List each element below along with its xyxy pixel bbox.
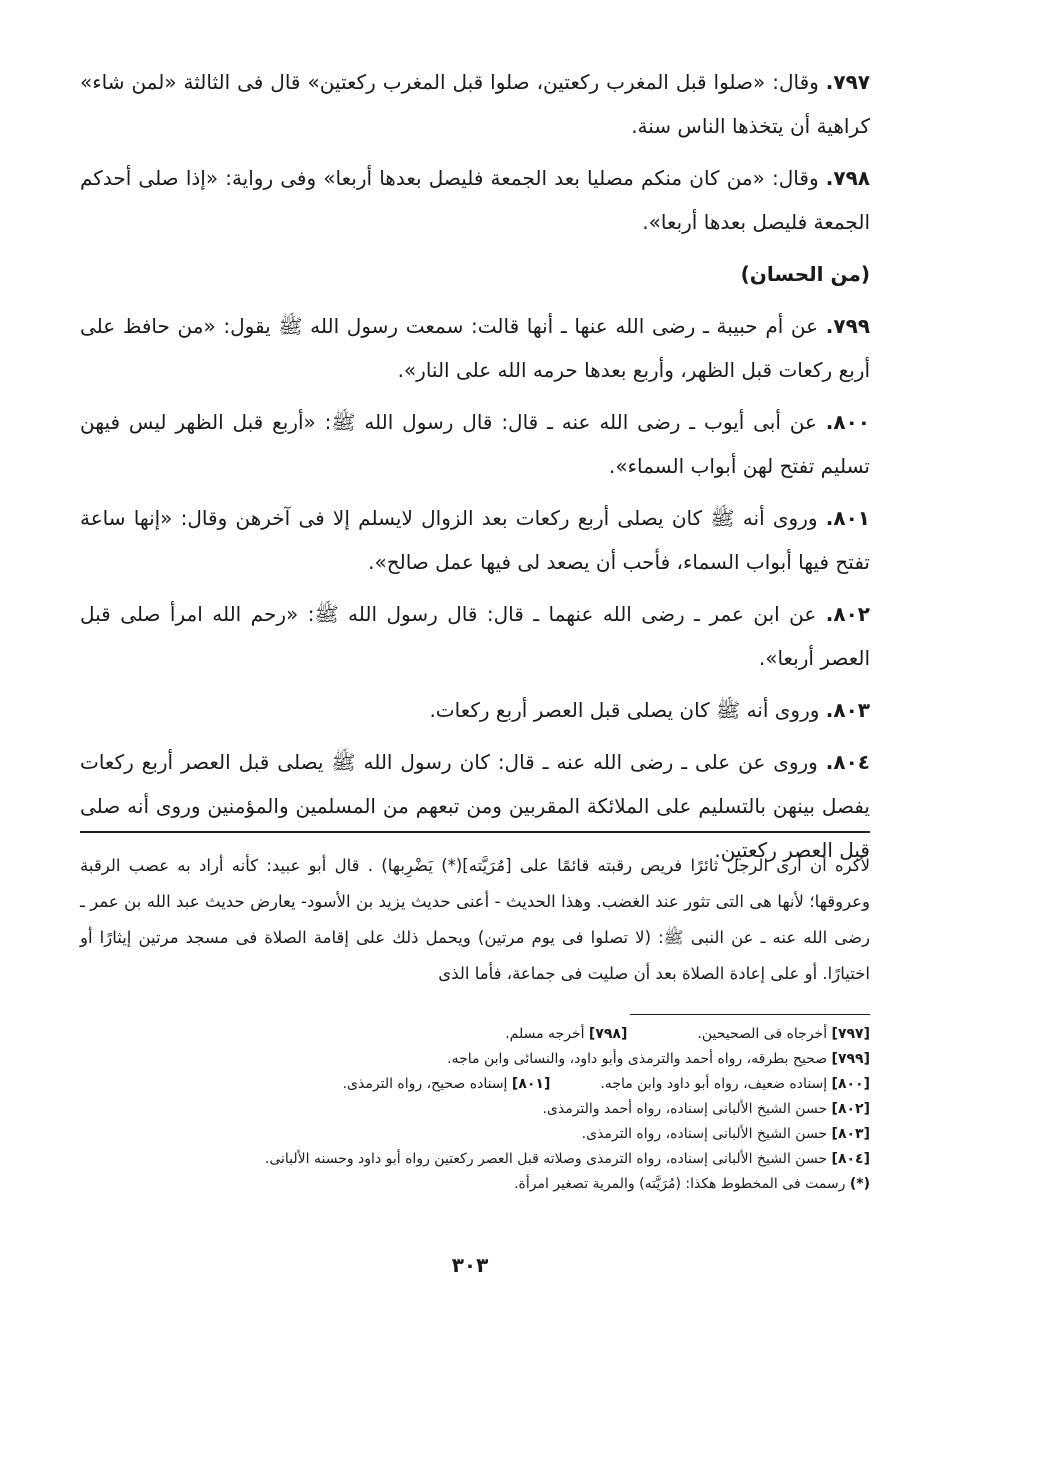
hadith-800 [80, 400, 870, 488]
hadith-801 [80, 496, 870, 584]
reference-id: [٨٠٢] [831, 1101, 870, 1117]
reference-id: [٨٠٤] [831, 1151, 870, 1167]
references [110, 1022, 870, 1197]
reference-text: حسن الشيخ الألبانى إسناده، رواه الترمذى وصلاته قبل العصر ركعتين رواه أبو داود وحسنه الألبانى. [264, 1151, 828, 1167]
reference-text: إسناده صحيح، رواه الترمذى. [342, 1076, 508, 1092]
reference-797 [697, 1022, 870, 1047]
spacer [550, 1072, 600, 1097]
references-divider [630, 1014, 870, 1015]
hadith-number: ٨٠٢. [825, 602, 870, 626]
footnote-divider [80, 831, 870, 833]
reference-text: أخرجه مسلم. [505, 1026, 585, 1042]
reference-row [110, 1122, 870, 1147]
reference-id: [٨٠٠] [831, 1076, 870, 1092]
hadith-number: ٨٠٠. [825, 410, 870, 434]
reference-803 [582, 1122, 870, 1147]
reference-row [110, 1172, 870, 1197]
hadith-number: ٧٩٧. [825, 70, 870, 94]
reference-id: [٧٩٩] [831, 1051, 870, 1067]
hadith-number: ٧٩٩. [825, 314, 870, 338]
reference-id: (*) [849, 1176, 870, 1192]
hadith-text: وروى أنه ﷺ كان يصلى قبل العصر أربع ركعات. [429, 698, 820, 722]
reference-row [110, 1072, 870, 1097]
hadith-text: وقال: «من كان منكم مصليا بعد الجمعة فليصل بعدها أربعا» وفى رواية: «إذا صلى أحدكم الجمعة فليصل بعدها أربعا». [80, 166, 870, 234]
hadith-text: عن ابن عمر ـ رضى الله عنهما ـ قال: قال رسول الله ﷺ: «رحم الله امرأ صلى قبل العصر أربعا». [80, 602, 870, 670]
hadith-number: ٨٠٤. [825, 750, 870, 774]
reference-text: حسن الشيخ الألبانى إسناده، رواه الترمذى. [581, 1126, 828, 1142]
hadith-text: وروى عن على ـ رضى الله عنه ـ قال: كان رسول الله ﷺ يصلى قبل العصر أربع ركعات يفصل بينهن بالتسليم على الملائكة المقربين ومن تبعهم من المسلمين والمؤمنين وروى أنه صلى قبل العصر ركعتين. [80, 750, 870, 862]
hadith-number: ٧٩٨. [825, 166, 870, 190]
hadith-text: عن أم حبيبة ـ رضى الله عنها ـ أنها قالت: سمعت رسول الله ﷺ يقول: «من حافظ على أربع ركعات قبل الظهر، وأربع بعدها حرمه الله على النار». [80, 314, 870, 382]
reference-row [110, 1047, 870, 1072]
reference-row [110, 1097, 870, 1122]
reference-801 [343, 1072, 551, 1097]
reference-text: أخرجاه فى الصحيحين. [697, 1026, 828, 1042]
reference-800 [600, 1072, 870, 1097]
reference-text: حسن الشيخ الألبانى إسناده، رواه أحمد والترمذى. [542, 1101, 828, 1117]
hadith-text: وقال: «صلوا قبل المغرب ركعتين، صلوا قبل المغرب ركعتين» قال فى الثالثة «لمن شاء» كراهية أن يتخذها الناس سنة. [80, 70, 870, 138]
reference-804 [265, 1147, 870, 1172]
hadith-802 [80, 592, 870, 680]
reference-id: [٨٠١] [511, 1076, 551, 1092]
hadith-803 [80, 688, 870, 732]
section-heading [80, 252, 870, 296]
hadith-text: وروى أنه ﷺ كان يصلى أربع ركعات بعد الزوال لايسلم إلا فى آخرهن وقال: «إنها ساعة تفتح فيها أبواب السماء، فأحب أن يصعد لى فيها عمل صالح». [80, 506, 870, 574]
main-text [80, 60, 870, 880]
reference-802 [542, 1097, 870, 1122]
reference-text: صحيح بطرقه، رواه أحمد والترمذى وأبو داود، والنسائى وابن ماجه. [447, 1051, 828, 1067]
page-number: ٣٠٣ [451, 1253, 489, 1277]
reference-row [110, 1147, 870, 1172]
reference-row [110, 1022, 870, 1047]
hadith-798 [80, 156, 870, 244]
reference-text: رسمت فى المخطوط هكذا: (مُرَيَّته) والمرية تصغير امرأة. [514, 1176, 846, 1192]
footnote-continuation: لأكره أن أرى الرجل ثائرًا فريص رقبته قائمًا على [مُرَيَّته](*) يَضْرِبها) . قال أبو عبيد: كأنه أراد به عصب الرقبة وعروقها؛ لأنها هى التى تثور عند الغضب. وهذا الحديث - أعنى حديث يزيد بن الأسود- يعارض حديث عبد الله بن عمر ـ رضى الله عنه ـ عن النبى ﷺ: (لا تصلوا فى يوم مرتين) ويحمل ذلك على إقامة الصلاة فى مسجد مرتين إيثارًا أو اختيارًا. أو على إعادة الصلاة بعد أن صليت فى جماعة، فأما الذى [80, 856, 870, 983]
reference-id: [٧٩٨] [588, 1026, 628, 1042]
reference-799 [447, 1047, 870, 1072]
hadith-799 [80, 304, 870, 392]
section-heading-text: (من الحسان) [740, 262, 870, 286]
reference-id: [٧٩٧] [831, 1026, 870, 1042]
reference-asterisk-note [514, 1172, 870, 1197]
reference-text: إسناده ضعيف، رواه أبو داود وابن ماجه. [600, 1076, 828, 1092]
reference-798 [505, 1022, 627, 1047]
reference-id: [٨٠٣] [831, 1126, 870, 1142]
hadith-text: عن أبى أيوب ـ رضى الله عنه ـ قال: قال رسول الله ﷺ: «أربع قبل الظهر ليس فيهن تسليم تفتح لهن أبواب السماء». [80, 410, 870, 478]
hadith-797 [80, 60, 870, 148]
hadith-number: ٨٠٣. [825, 698, 870, 722]
hadith-number: ٨٠١. [825, 506, 871, 530]
spacer [627, 1022, 697, 1047]
